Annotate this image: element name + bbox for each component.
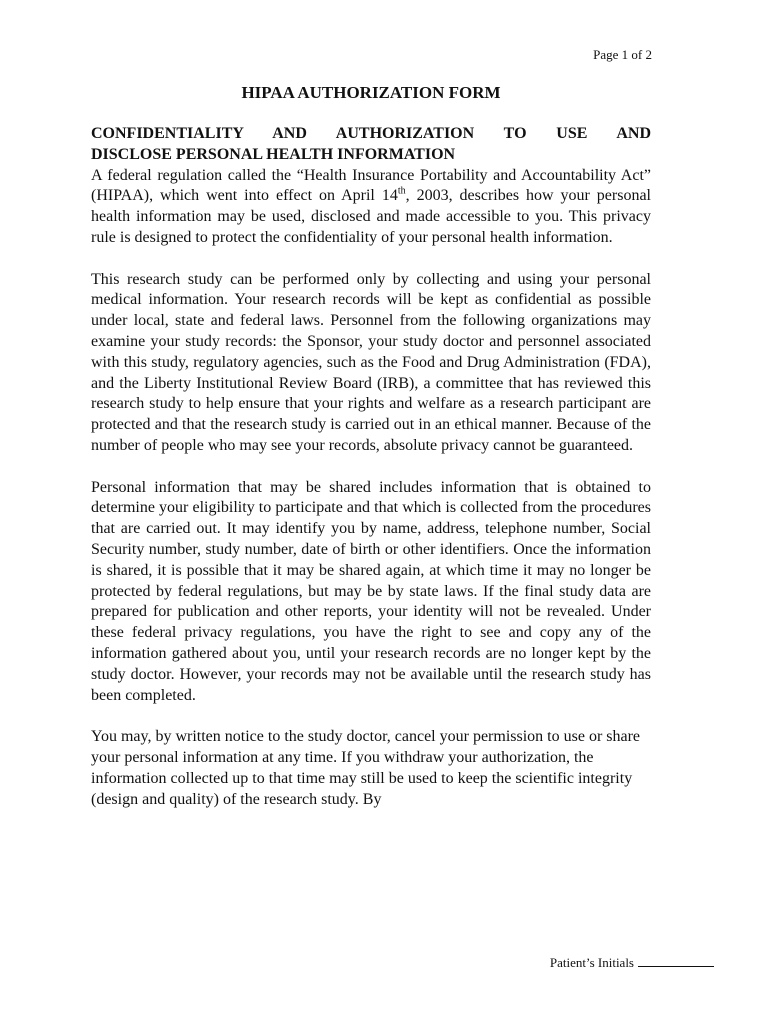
- document-body: [91, 124, 651, 810]
- paragraph-personal-information: Personal information that may be shared includes information that is obtained to determine your eligibility to participate and that which is collected from the procedures that are carried out. It may identify you by name, address, telephone number, Social Security number, study number, date of birth or other identifiers. Once the information is shared, it is possible that it may be shared again, at which time it may no longer be protected by federal regulations, but may be by state laws. If the final study data are prepared for publication and other reports, your identity will not be revealed. Under these federal privacy regulations, you have the right to see and copy any of the information gathered about you, until your research records are no longer kept by the study doctor. However, your records may not be available until the research study has been completed.: [91, 478, 651, 704]
- form-title: HIPAA AUTHORIZATION FORM: [241, 83, 501, 102]
- paragraph-hipaa-intro: [91, 166, 651, 249]
- paragraph-hipaa-intro-text-a: A federal regulation called the “Health Insurance Portability and Accountability Act” (HIPAA), which went into effect on April 14: [91, 166, 651, 205]
- section-heading-line-1: CONFIDENTIALITY AND AUTHORIZATION TO USE AND: [91, 125, 651, 142]
- ordinal-suffix: th: [397, 186, 406, 198]
- paragraph-withdraw-permission: You may, by written notice to the study doctor, cancel your permission to use or share your personal information at any time. If you withdraw your authorization, the information collected up to that time may still be used to keep the scientific integrity (design and quality) of the research study. By: [91, 728, 641, 808]
- section-heading-line-2: DISCLOSE PERSONAL HEALTH INFORMATION: [91, 145, 456, 163]
- paragraph-hipaa-intro-text-b: , 2003, describes how your personal health information may be used, disclosed and made accessible to you. This privacy rule is designed to protect the confidentiality of your personal health information.: [91, 187, 651, 246]
- patient-initials-label: Patient’s Initials: [549, 955, 634, 970]
- patient-initials-field[interactable]: [638, 953, 714, 967]
- page-number: Page 1 of 2: [593, 47, 652, 62]
- section-heading: [91, 124, 651, 166]
- paragraph-research-records: This research study can be performed only by collecting and using your personal medical information. Your research records will be kept as confidential as possible under local, state and federal laws. Personnel from the following organizations may examine your study records: the Sponsor, your study doctor and personnel associated with this study, regulatory agencies, such as the Food and Drug Administration (FDA), and the Liberty Institutional Review Board (IRB), a committee that has reviewed this research study to help ensure that your rights and welfare as a research participant are protected and that the research study is carried out in an ethical manner. Because of the number of people who may see your records, absolute privacy cannot be guaranteed.: [91, 270, 651, 454]
- patient-initials: [550, 953, 714, 972]
